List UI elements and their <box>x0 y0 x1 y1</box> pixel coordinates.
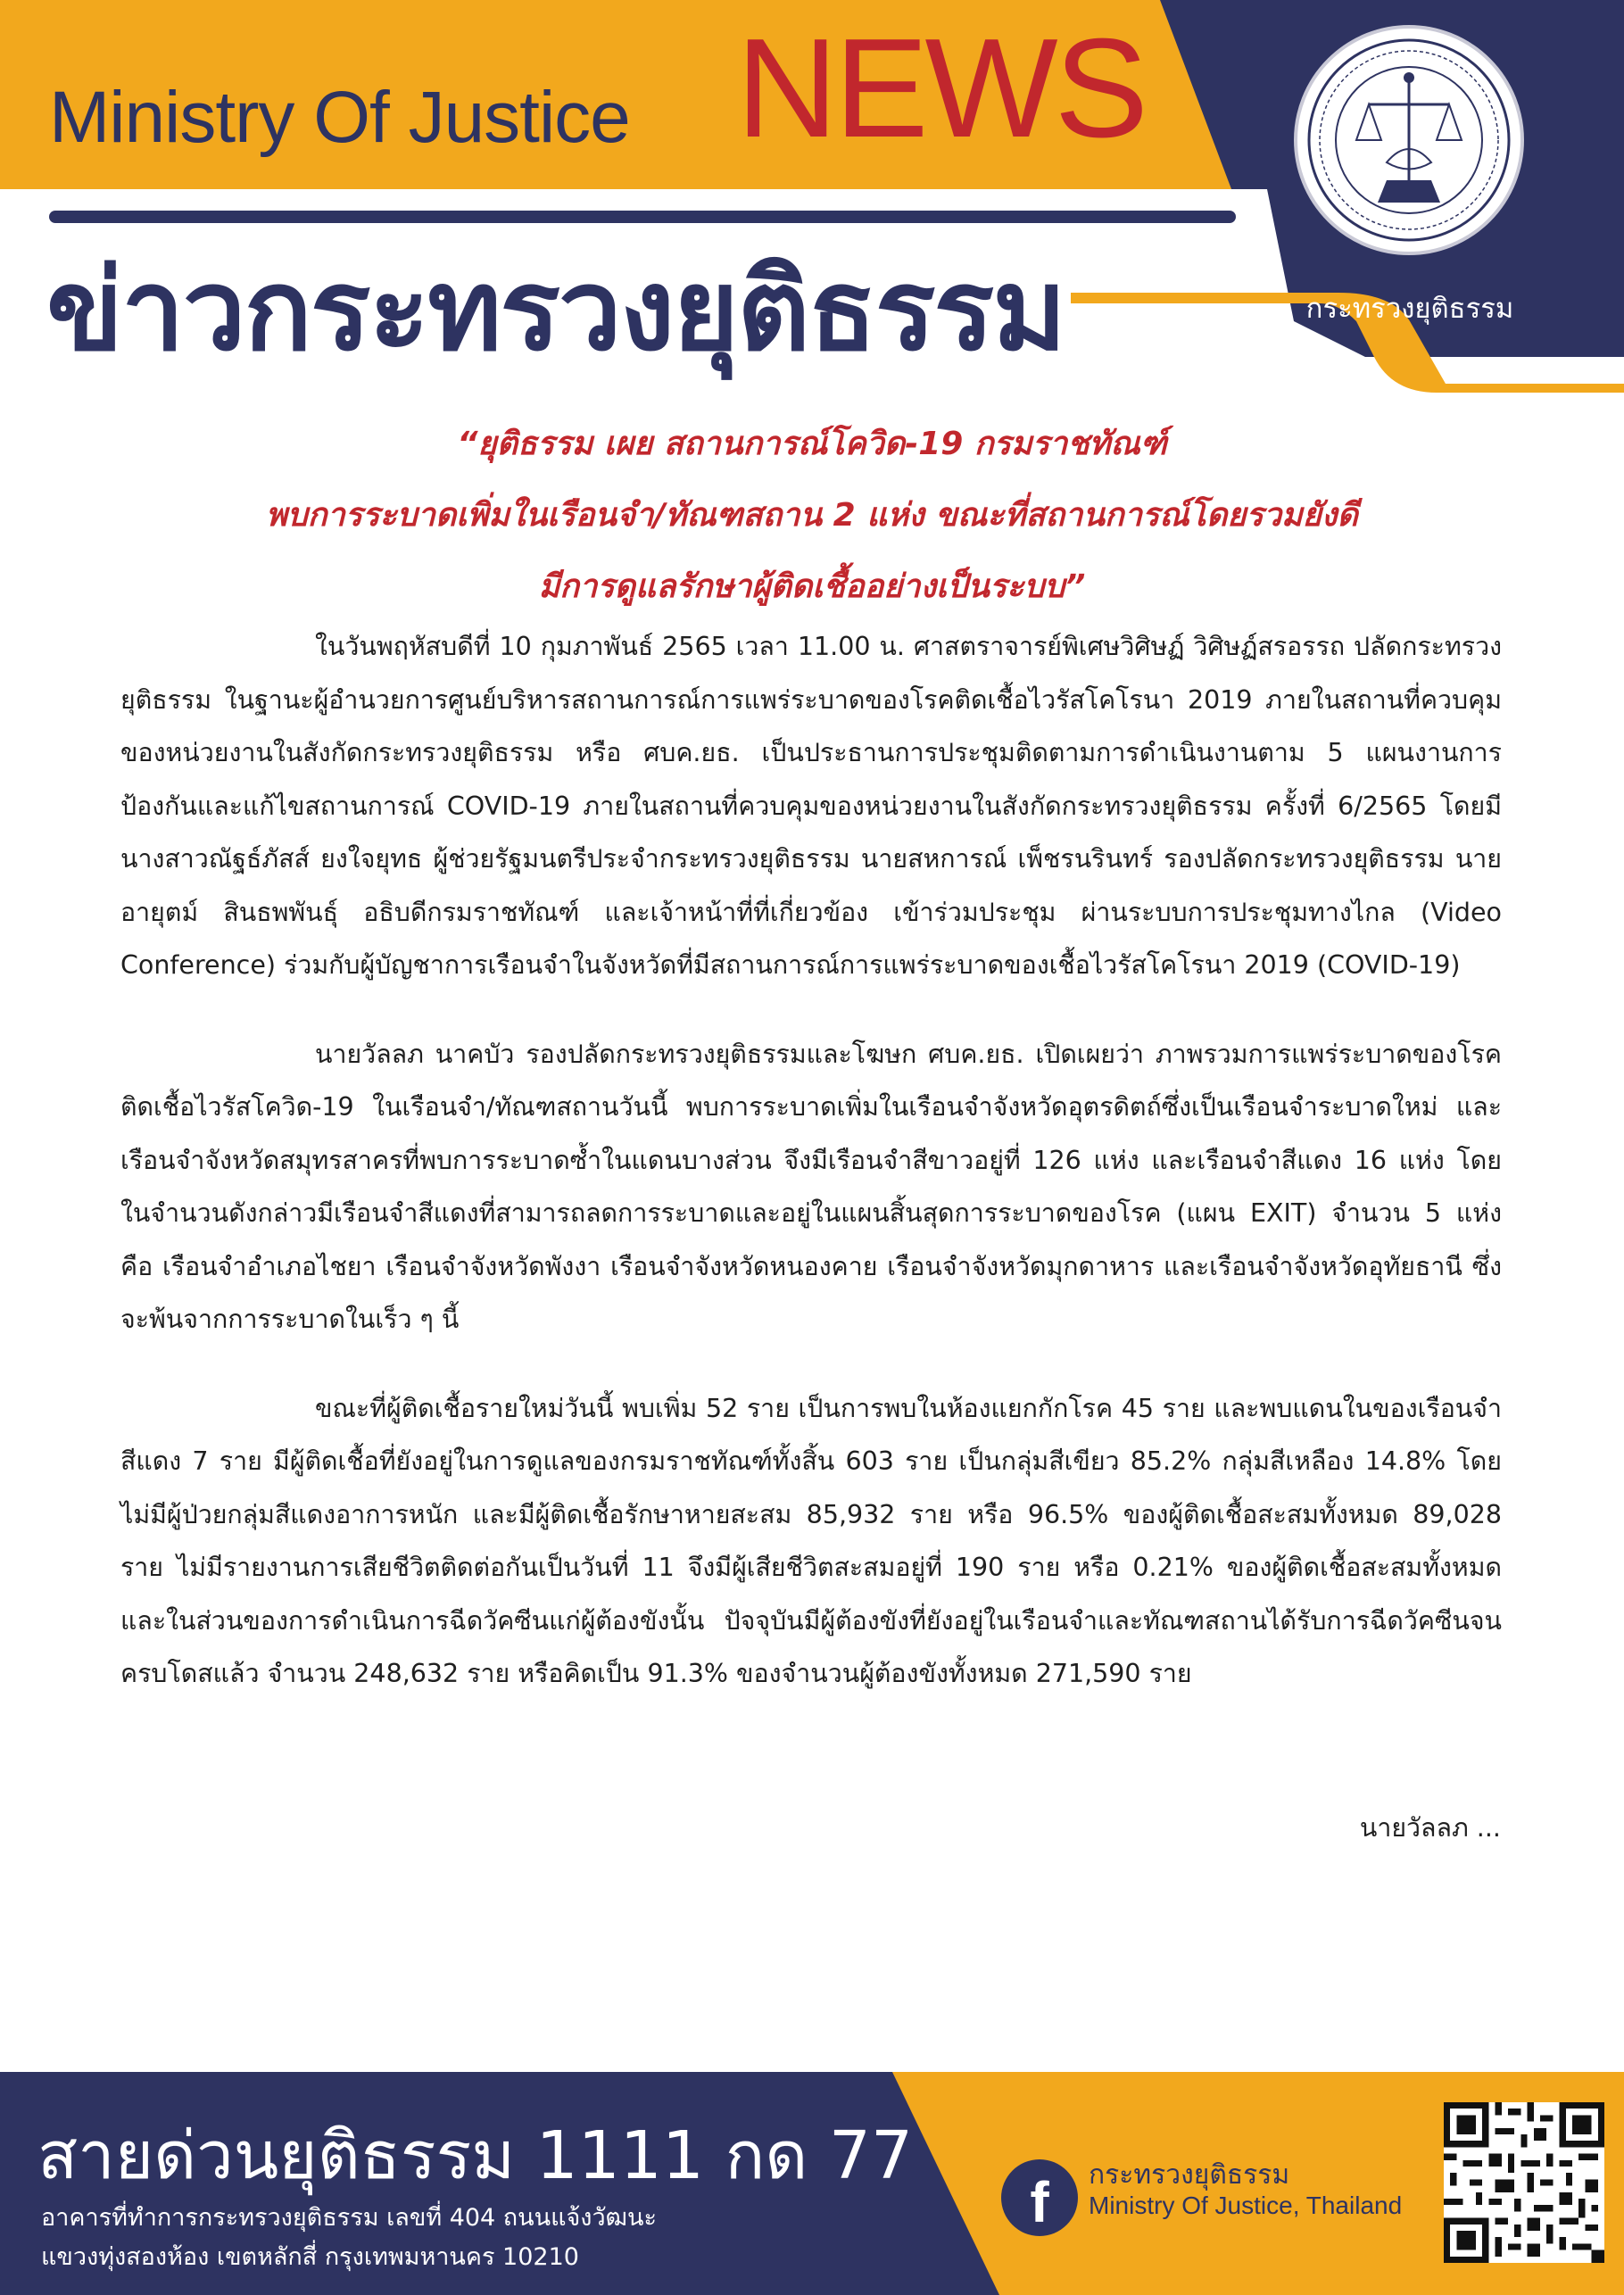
paragraph-3: ขณะที่ผู้ติดเชื้อรายใหม่วันนี้ พบเพิ่ม 52 ราย เป็นการพบในห้องแยกกักโรค 45 ราย และพบแดนในของเรือนจำสีแดง 7 ราย มีผู้ติดเชื้อที่ยังอยู่ในการดูแลของกรมราชทัณฑ์ทั้งสิ้น 603 ราย เป็นกลุ่มสีเขียว 85.2% กลุ่มสีเหลือง 14.8% โดยไม่มีผู้ป่วยกลุ่มสีแดงอาการหนัก และมีผู้ติดเชื้อรักษาหายสะสม 85,932 ราย หรือ 96.5% ของผู้ติดเชื้อสะสมทั้งหมด 89,028 ราย ไม่มีรายงานการเสียชีวิตติดต่อกันเป็นวันที่ 11 จึงมีผู้เสียชีวิตสะสมอยู่ที่ 190 ราย หรือ 0.21% ของผู้ติดเชื้อสะสมทั้งหมด และในส่วนของการดำเนินการฉีดวัคซีนแก่ผู้ต้องขังนั้น ปัจจุบันมีผู้ต้องขังที่ยังอยู่ในเรือนจำและทัณฑสถานได้รับการฉีดวัคซีนจนครบโดสแล้ว จำนวน 248,632 ราย หรือคิดเป็น 91.3% ของจำนวนผู้ต้องขังทั้งหมด 271,590 ราย <box>120 1393 1502 1688</box>
ministry-address <box>41 2199 657 2277</box>
headline-line-2: พบการระบาดเพิ่มในเรือนจำ/ทัณฑสถาน 2 แห่ง ขณะที่สถานการณ์โดยรวมยังดี <box>266 497 1358 534</box>
address-line-2: แขวงทุ่งสองห้อง เขตหลักสี่ กรุงเทพมหานคร 10210 <box>41 2243 579 2271</box>
hotline-text: สายด่วนยุติธรรม 1111 กด 77 <box>37 2117 914 2194</box>
seal-org-name: กระทรวงยุติธรรม <box>1305 293 1514 325</box>
paragraph-2: นายวัลลภ นาคบัว รองปลัดกระทรวงยุติธรรมและโฆษก ศบค.ยธ. เปิดเผยว่า ภาพรวมการแพร่ระบาดของโรคติดเชื้อไวรัสโควิด-19 ในเรือนจำ/ทัณฑสถานวันนี้ พบการระบาดเพิ่มในเรือนจำจังหวัดอุตรดิตถ์ซึ่งเป็นเรือนจำระบาดใหม่ และเรือนจำจังหวัดสมุทรสาครที่พบการระบาดซ้ำในแดนบางส่วน จึงมีเรือนจำสีขาวอยู่ที่ 126 แห่ง และเรือนจำสีแดง 16 แห่ง โดยในจำนวนดังกล่าวมีเรือนจำสีแดงที่สามารถลดการระบาดและอยู่ในแผนสิ้นสุดการระบาดของโรค (แผน EXIT) จำนวน 5 แห่ง คือ เรือนจำอำเภอไชยา เรือนจำจังหวัดพังงา เรือนจำจังหวัดหนองคาย เรือนจำจังหวัดมุกดาหาร และเรือนจำจังหวัดอุทัยธานี ซึ่งจะพ้นจากการระบาดในเร็ว ๆ นี้ <box>120 1039 1502 1334</box>
qr-code-icon[interactable] <box>1444 2102 1604 2263</box>
masthead-title-th: ข่าวกระทรวงยุติธรรม <box>46 244 1065 376</box>
ministry-seal-icon <box>1294 25 1524 255</box>
masthead-news: NEWS <box>736 10 1145 167</box>
headline-line-3: มีการดูแลรักษาผู้ติดเชื้ออย่างเป็นระบบ” <box>538 568 1086 605</box>
masthead-title-en: Ministry Of Justice <box>49 77 630 158</box>
article-body <box>120 620 1502 1701</box>
headline-line-1: “ยุติธรรม เผย สถานการณ์โควิด-19 กรมราชทัณฑ์ <box>457 426 1167 462</box>
facebook-icon[interactable]: f <box>1001 2159 1078 2236</box>
paragraph-1: ในวันพฤหัสบดีที่ 10 กุมภาพันธ์ 2565 เวลา 11.00 น. ศาสตราจารย์พิเศษวิศิษฏ์ วิศิษฏ์สรอรรถ ปลัดกระทรวงยุติธรรม ในฐานะผู้อำนวยการศูนย์บริหารสถานการณ์การแพร่ระบาดของโรคติดเชื้อไวรัสโคโรนา 2019 ภายในสถานที่ควบคุมของหน่วยงานในสังกัดกระทรวงยุติธรรม หรือ ศบค.ยธ. เป็นประธานการประชุมติดตามการดำเนินงานตาม 5 แผนงานการป้องกันและแก้ไขสถานการณ์ COVID-19 ภายในสถานที่ควบคุมของหน่วยงานในสังกัดกระทรวงยุติธรรม ครั้งที่ 6/2565 โดยมี นางสาวณัฐธ์ภัสส์ ยงใจยุทธ ผู้ช่วยรัฐมนตรีประจำกระทรวงยุติธรรม นายสหการณ์ เพ็ชรนรินทร์ รองปลัดกระทรวงยุติธรรม นายอายุตม์ สินธพพันธุ์ อธิบดีกรมราชทัณฑ์ และเจ้าหน้าที่ที่เกี่ยวข้อง เข้าร่วมประชุม ผ่านระบบการประชุมทางไกล (Video Conference) ร่วมกับผู้บัญชาการเรือนจำในจังหวัดที่มีสถานการณ์การแพร่ระบาดของเชื้อไวรัสโคโรนา 2019 (COVID-19) <box>120 632 1502 980</box>
address-line-1: อาคารที่ทำการกระทรวงยุติธรรม เลขที่ 404 ถนนแจ้งวัฒนะ <box>41 2204 657 2232</box>
headline <box>98 409 1526 623</box>
facebook-page-name-en[interactable]: Ministry Of Justice, Thailand <box>1089 2191 1403 2219</box>
header-rule <box>49 211 1236 223</box>
continuation-signoff: นายวัลลภ ... <box>1359 1813 1501 1843</box>
facebook-page-name-th[interactable]: กระทรวงยุติธรรม <box>1089 2159 1290 2191</box>
